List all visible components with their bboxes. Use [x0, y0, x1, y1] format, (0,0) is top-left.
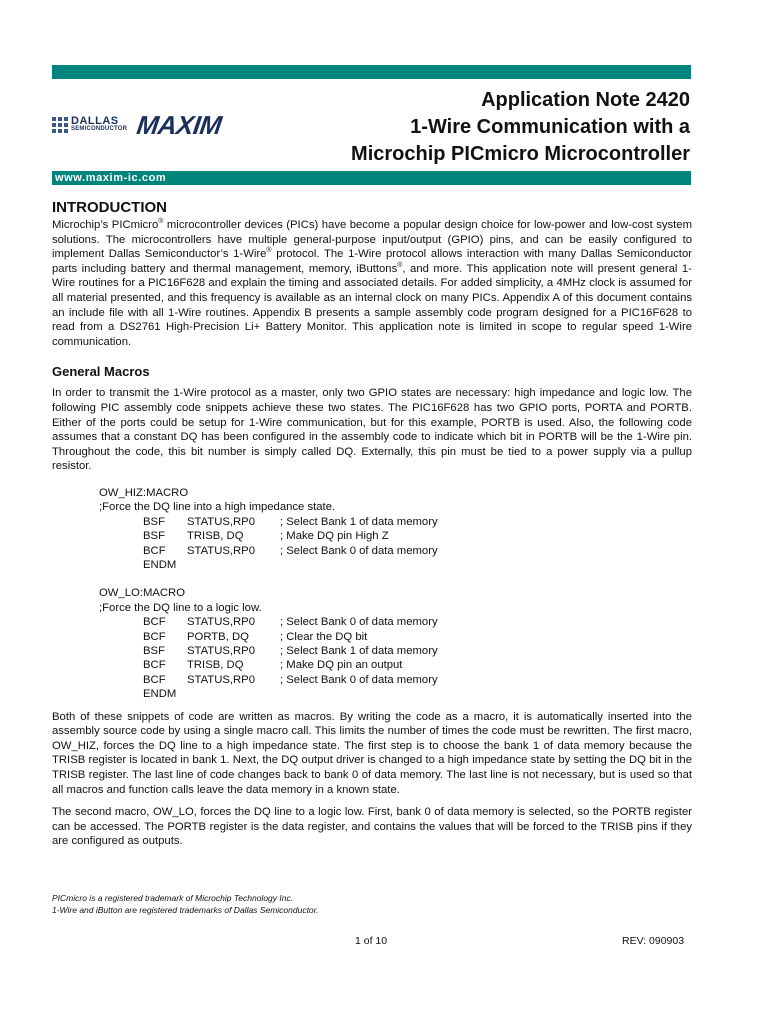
url-bar: [52, 171, 691, 185]
page-number: 1 of 10: [355, 935, 388, 947]
macros-explanation-paragraph-2: The second macro, OW_LO, forces the DQ line to a logic low. First, bank 0 of data memory is selected, so the PORTB register can be accessed. The PORTB register is the data register, and contains the values that will be forced to the TRISB pins if they are configured as outputs.: [52, 806, 692, 848]
trademark-footnotes: [52, 892, 319, 916]
dallas-logo-sub: SEMICONDUCTOR: [71, 126, 128, 132]
code-line: BCF STATUS,RP0 ; Select Bank 0 of data memory: [143, 673, 438, 686]
section-heading-introduction: INTRODUCTION: [52, 199, 167, 216]
code-line: BSF STATUS,RP0 ; Select Bank 1 of data memory: [143, 515, 438, 528]
macros-intro-paragraph: In order to transmit the 1-Wire protocol as a master, only two GPIO states are necessary: high impedance and logic low. The following PIC assembly code snippets achieve these two states. The PIC16F628 has two GPIO ports, PORTA and PORTB. Either of the ports could be setup for 1-Wire communication, but for this example, PORTB is used. Also, the following code assumes that a constant DQ has been configured in the assembly code to indicate which bit in PORTB will be the 1-Wire pin. Throughout the code, this bit number is simply called DQ. Externally, this pin must be tied to a power supply via a pullup resistor.: [52, 387, 692, 473]
code-line: BSF STATUS,RP0 ; Select Bank 1 of data memory: [143, 644, 438, 657]
macros-explanation-paragraph-1: Both of these snippets of code are written as macros. By writing the code as a macro, it is automatically inserted into the assembly source code by using a single macro call. This limits the number of times the code must be rewritten. The first macro, OW_HIZ, forces the DQ line to a high impedance state. The first step is to choose the bank 1 of data memory because the TRISB register is located in bank 1. Next, the DQ output driver is changed to a high impedance state by setting the DQ bit in the TRISB register. The last line of code changes back to bank 0 of data memory. The last line is not necessary, but is used so that all macros and function calls leave the data memory in a known state.: [52, 710, 692, 796]
code-line: BSF TRISB, DQ ; Make DQ pin High Z: [143, 530, 389, 543]
header-accent-bar: [52, 65, 691, 79]
document-title: [351, 87, 690, 168]
company-logo: [52, 109, 224, 140]
website-link[interactable]: www.maxim-ic.com: [55, 172, 167, 184]
revision-label: REV: 090903: [622, 935, 685, 947]
registered-mark: ®: [397, 261, 403, 269]
section-heading-general-macros: General Macros: [52, 364, 150, 380]
code-line: BCF STATUS,RP0 ; Select Bank 0 of data memory: [143, 544, 438, 557]
code-block-ow-hiz: [99, 486, 692, 702]
registered-mark: ®: [158, 218, 164, 225]
code-macro-name: OW_LO:MACRO: [99, 587, 185, 600]
code-comment: ;Force the DQ line to a logic low.: [99, 601, 262, 614]
code-end: ENDM: [143, 558, 177, 571]
title-line-2: 1-Wire Communication with a: [410, 116, 690, 138]
code-line: BCF TRISB, DQ ; Make DQ pin an output: [143, 659, 403, 672]
registered-mark: ®: [266, 247, 272, 255]
main-content: [52, 198, 692, 849]
title-line-3: Microchip PICmicro Microcontroller: [351, 143, 690, 165]
code-line: BCF PORTB, DQ ; Clear the DQ bit: [143, 630, 368, 643]
code-line: BCF STATUS,RP0 ; Select Bank 0 of data memory: [143, 616, 438, 629]
dallas-mark-icon: [52, 117, 68, 133]
dallas-logo: [52, 117, 127, 133]
code-comment: ;Force the DQ line into a high impedance state.: [99, 501, 336, 514]
footnote: PICmicro is a registered trademark of Microchip Technology Inc.: [52, 893, 294, 903]
intro-paragraph: Microchip’s PICmicro® microcontroller devices (PICs) have become a popular design choice for low-power and low-cost system solutions. The microcontrollers have multiple general-purpose input/output (GPIO) pins, and can be easily configured to implement Dallas Semiconductor’s 1-Wire® protocol. The 1-Wire protocol allows interaction with many Dallas Semiconductor parts including battery and thermal management, memory, iButtons®, and more. This application note will present general 1-Wire routines for a PIC16F628 and explain the timing and associated details. For added simplicity, a 4MHz clock is assumed for all material presented, and this frequency is available as an internal clock on many PICs. Appendix A of this document contains an include file with all 1-Wire routines. Appendix B presents a sample assembly code program designed for a PIC16F628 to read from a DS2761 High-Precision Li+ Battery Monitor. This application note is limited in scope to regular speed 1-Wire communication.: [52, 218, 692, 348]
dallas-logo-name: DALLAS: [71, 115, 119, 127]
title-line-1: Application Note 2420: [481, 89, 690, 111]
code-end: ENDM: [143, 688, 177, 701]
code-macro-name: OW_HIZ:MACRO: [99, 486, 189, 499]
maxim-logo: MAXIM: [135, 109, 224, 140]
footnote: 1-Wire and iButton are registered trademarks of Dallas Semiconductor.: [52, 905, 319, 915]
